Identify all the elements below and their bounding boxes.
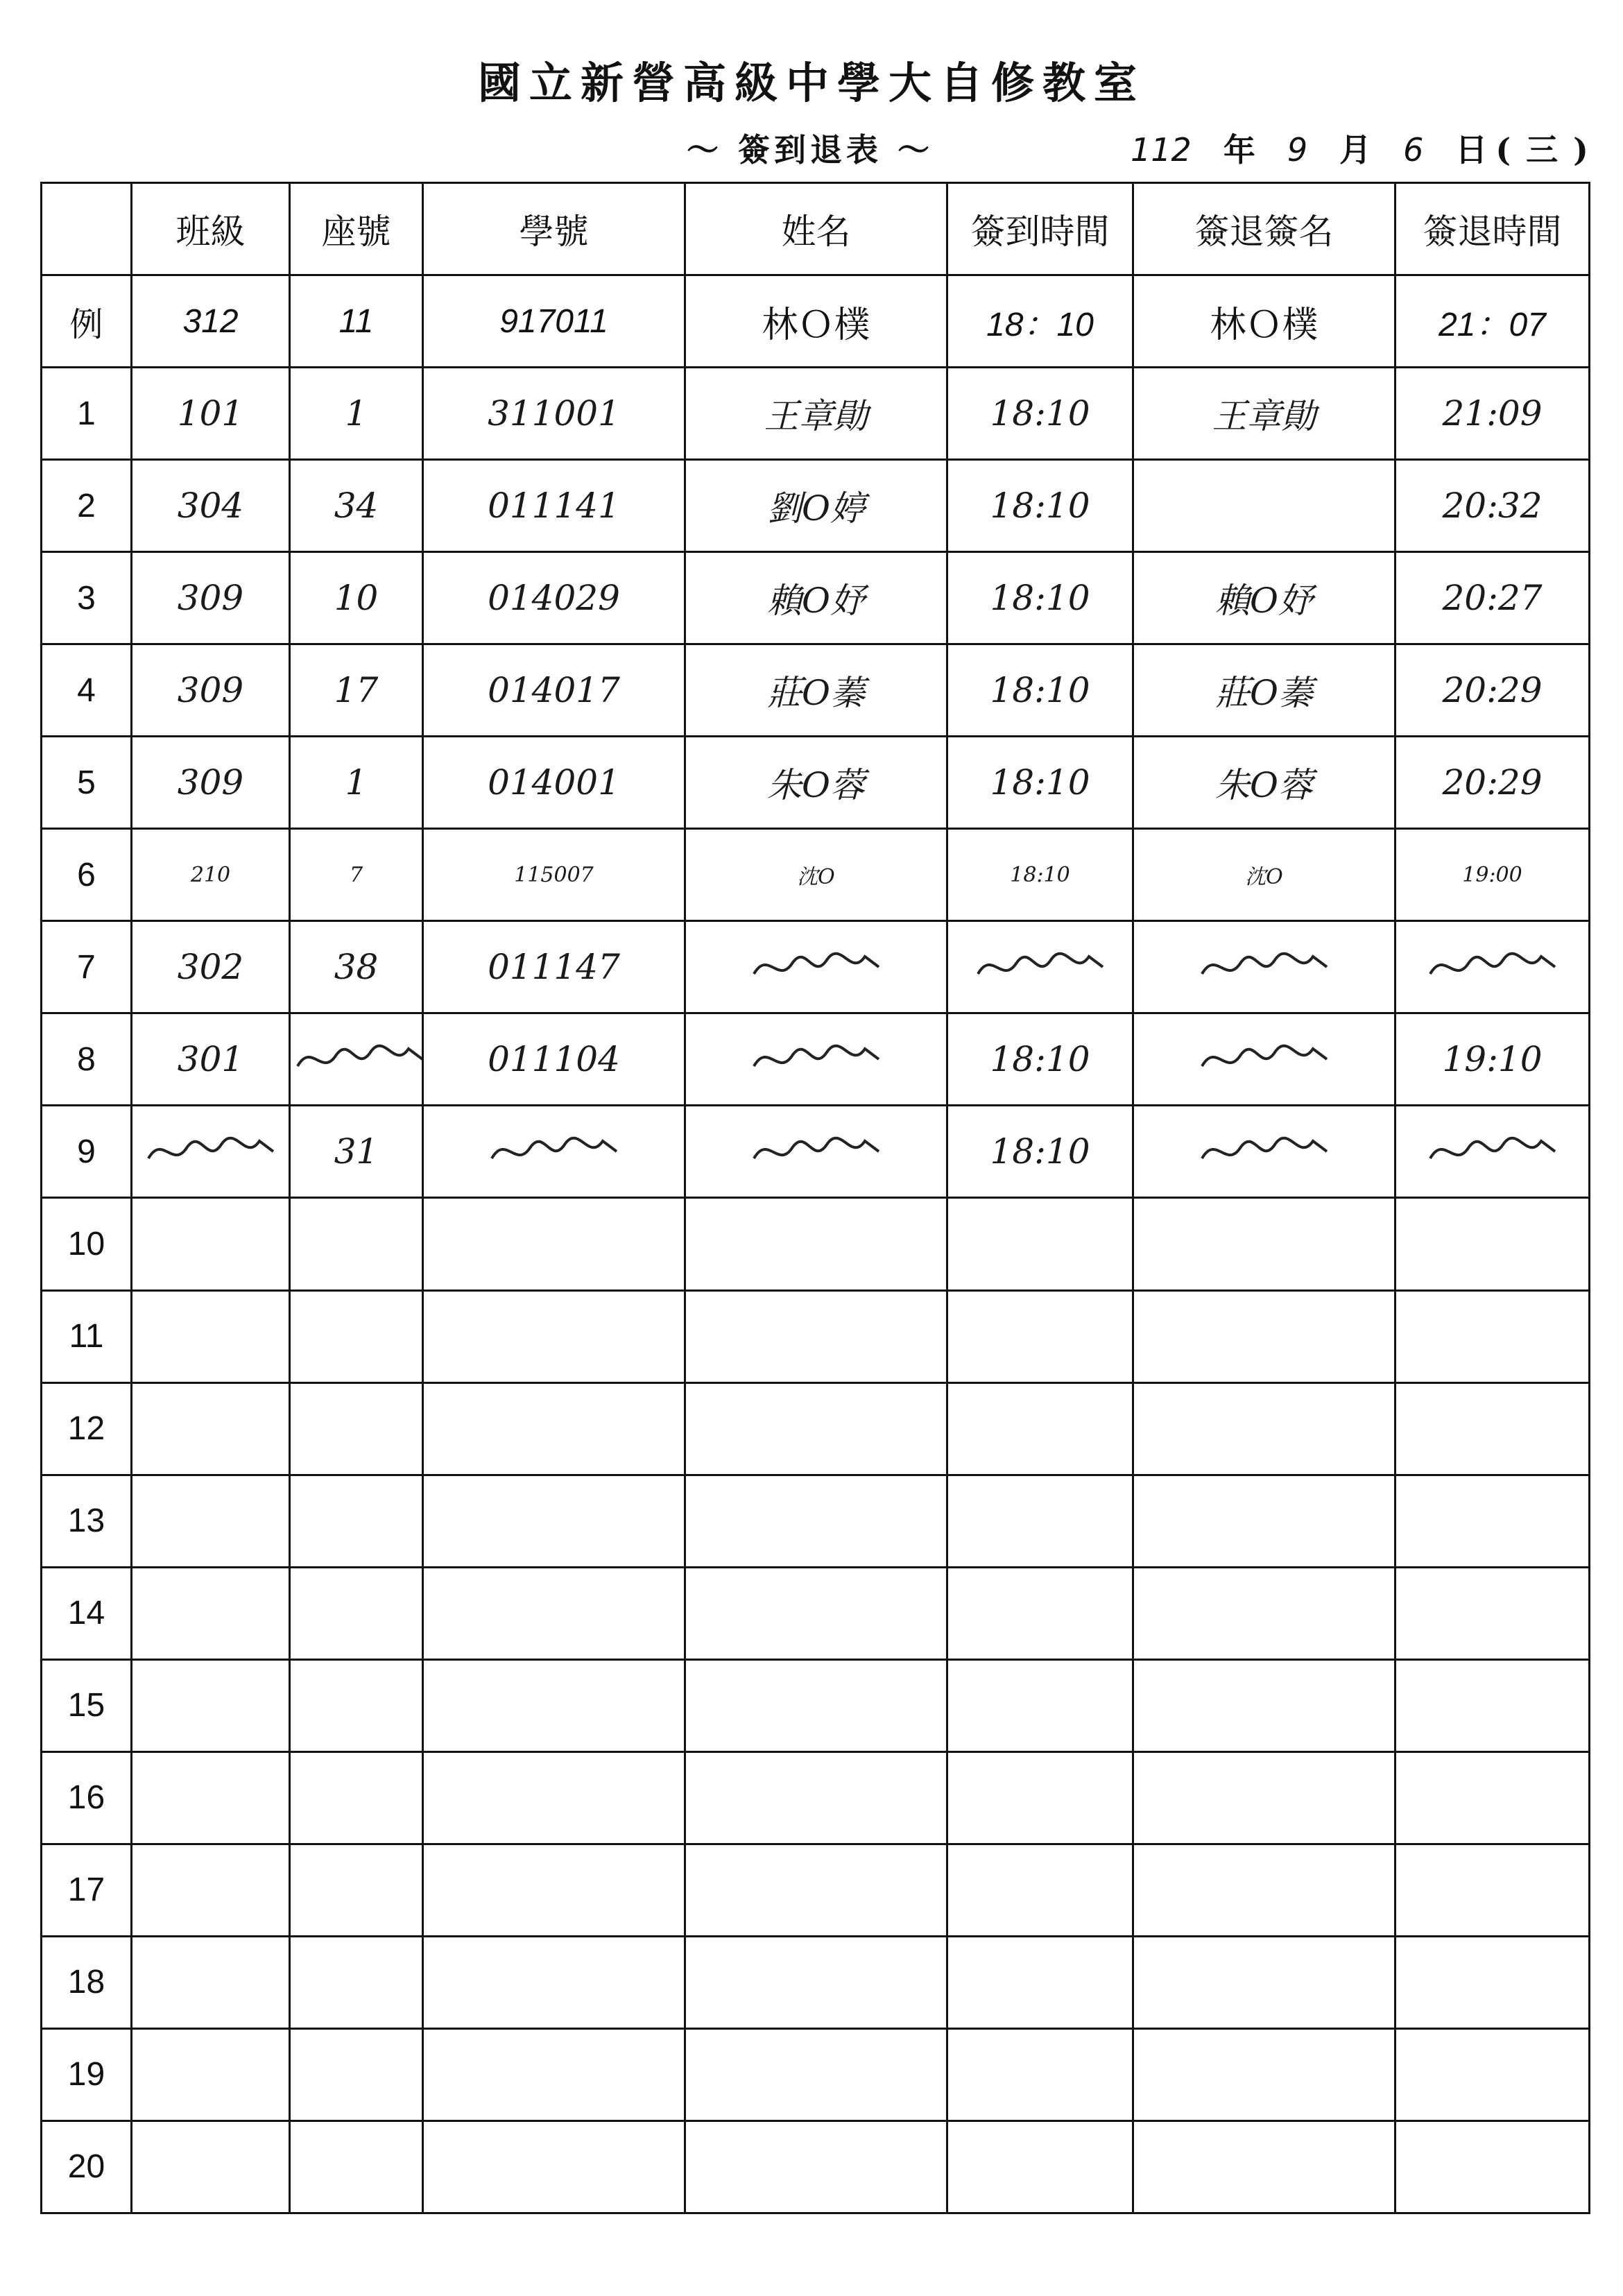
name-cell: 朱O蓉	[685, 737, 947, 829]
row-number: 9	[42, 1106, 132, 1198]
table-row	[42, 1198, 1590, 1290]
sign-out-time-cell: 21:09	[1396, 368, 1590, 460]
name-cell	[685, 1382, 947, 1475]
table-row	[42, 644, 1590, 737]
row-number: 18	[42, 1936, 132, 2028]
header-cell: 簽退時間	[1396, 183, 1590, 275]
signout-name-cell	[1133, 1290, 1396, 1382]
sign-out-time-cell	[1396, 2121, 1590, 2213]
sign-out-time-cell: 20:29	[1396, 644, 1590, 737]
sign-in-time-cell	[947, 1659, 1133, 1751]
table-row	[42, 1382, 1590, 1475]
sign-in-time-cell	[947, 2121, 1133, 2213]
name-cell: 王章勛	[685, 368, 947, 460]
signout-name-cell: 林Ｏ樸	[1133, 275, 1396, 368]
name-cell: 沈O	[685, 829, 947, 921]
sign-in-time-cell: 18:10	[947, 1106, 1133, 1198]
handwriting-scribble	[747, 943, 886, 991]
signout-name-cell: 朱O蓉	[1133, 737, 1396, 829]
seat-cell	[290, 2121, 423, 2213]
name-cell	[685, 1290, 947, 1382]
row-number: 17	[42, 1844, 132, 1936]
sign-out-time-cell: 20:27	[1396, 552, 1590, 644]
signout-name-cell	[1133, 1936, 1396, 2028]
date-day: 6	[1403, 131, 1424, 169]
header-cell: 班級	[132, 183, 290, 275]
header-row	[42, 183, 1590, 275]
row-number: 11	[42, 1290, 132, 1382]
name-cell	[685, 1106, 947, 1198]
name-cell	[685, 1475, 947, 1567]
handwriting-scribble	[1423, 943, 1562, 991]
seat-cell: 38	[290, 921, 423, 1013]
class-cell	[132, 1475, 290, 1567]
student-id-cell: 011104	[423, 1013, 685, 1106]
handwriting-scribble	[747, 1127, 886, 1176]
sign-in-time-cell	[947, 1290, 1133, 1382]
class-cell	[132, 2028, 290, 2121]
class-cell	[132, 1106, 290, 1198]
seat-cell: 7	[290, 829, 423, 921]
class-cell	[132, 1567, 290, 1659]
sign-in-time-cell: 18:10	[947, 368, 1133, 460]
class-cell: 312	[132, 275, 290, 368]
signout-name-cell	[1133, 1382, 1396, 1475]
class-cell: 301	[132, 1013, 290, 1106]
student-id-cell: 011147	[423, 921, 685, 1013]
signout-name-cell: 王章勛	[1133, 368, 1396, 460]
sign-in-time-cell	[947, 1936, 1133, 2028]
sign-out-time-cell: 20:29	[1396, 737, 1590, 829]
student-id-cell	[423, 1751, 685, 1844]
name-cell: 林Ｏ樸	[685, 275, 947, 368]
row-number: 14	[42, 1567, 132, 1659]
signout-name-cell	[1133, 1659, 1396, 1751]
date-month-label: 月	[1339, 131, 1372, 169]
table-row	[42, 1290, 1590, 1382]
name-cell	[685, 1013, 947, 1106]
table-row	[42, 2121, 1590, 2213]
row-number: 19	[42, 2028, 132, 2121]
class-cell: 309	[132, 644, 290, 737]
seat-cell	[290, 1290, 423, 1382]
row-number: 6	[42, 829, 132, 921]
row-label: 例	[42, 275, 132, 368]
sign-out-time-cell: 20:32	[1396, 460, 1590, 552]
class-cell: 101	[132, 368, 290, 460]
table-row	[42, 1475, 1590, 1567]
sign-out-time-cell	[1396, 2028, 1590, 2121]
student-id-cell	[423, 2121, 685, 2213]
table-row	[42, 1751, 1590, 1844]
table-row	[42, 460, 1590, 552]
sign-in-time-cell: 18:10	[947, 460, 1133, 552]
handwriting-scribble	[291, 1035, 423, 1083]
seat-cell	[290, 1567, 423, 1659]
class-cell: 302	[132, 921, 290, 1013]
header-cell: 簽到時間	[947, 183, 1133, 275]
name-cell: 莊O蓁	[685, 644, 947, 737]
table-row	[42, 1659, 1590, 1751]
seat-cell: 34	[290, 460, 423, 552]
student-id-cell	[423, 1844, 685, 1936]
seat-cell	[290, 1475, 423, 1567]
student-id-cell: 311001	[423, 368, 685, 460]
date-year: 112	[1131, 131, 1192, 169]
form-title: 國立新營高級中學大自修教室	[477, 58, 1145, 108]
handwriting-scribble	[485, 1127, 624, 1176]
form-subtitle: ～ 簽到退表 ～	[687, 131, 934, 169]
sign-out-time-cell	[1396, 1751, 1590, 1844]
row-number: 3	[42, 552, 132, 644]
row-number: 4	[42, 644, 132, 737]
student-id-cell	[423, 2028, 685, 2121]
student-id-cell: 014017	[423, 644, 685, 737]
handwriting-scribble	[1423, 1127, 1562, 1176]
student-id-cell	[423, 1567, 685, 1659]
name-cell	[685, 1751, 947, 1844]
sign-out-time-cell	[1396, 1106, 1590, 1198]
seat-cell	[290, 2028, 423, 2121]
handwriting-scribble	[1195, 1035, 1334, 1083]
seat-cell	[290, 1198, 423, 1290]
sign-in-time-cell	[947, 1382, 1133, 1475]
table-row	[42, 1936, 1590, 2028]
header-cell: 座號	[290, 183, 423, 275]
handwriting-scribble	[971, 943, 1110, 991]
name-cell	[685, 1936, 947, 2028]
row-number: 15	[42, 1659, 132, 1751]
sign-in-time-cell	[947, 921, 1133, 1013]
class-cell: 210	[132, 829, 290, 921]
sign-in-time-cell	[947, 1751, 1133, 1844]
name-cell: 賴O妤	[685, 552, 947, 644]
class-cell: 304	[132, 460, 290, 552]
student-id-cell: 014029	[423, 552, 685, 644]
sign-in-time-cell	[947, 1567, 1133, 1659]
signout-name-cell	[1133, 1751, 1396, 1844]
sign-out-time-cell	[1396, 1290, 1590, 1382]
handwriting-scribble	[141, 1127, 280, 1176]
header-cell: 學號	[423, 183, 685, 275]
class-cell	[132, 1290, 290, 1382]
sign-in-time-cell: 18：10	[947, 275, 1133, 368]
signout-name-cell	[1133, 2028, 1396, 2121]
sign-out-time-cell	[1396, 1475, 1590, 1567]
row-number: 5	[42, 737, 132, 829]
date-month: 9	[1287, 131, 1308, 169]
signout-name-cell	[1133, 1567, 1396, 1659]
student-id-cell	[423, 1659, 685, 1751]
name-cell	[685, 1198, 947, 1290]
signout-name-cell	[1133, 1013, 1396, 1106]
date-day-label: 日	[1455, 131, 1488, 169]
sign-in-time-cell	[947, 1475, 1133, 1567]
name-cell: 劉O婷	[685, 460, 947, 552]
table-row	[42, 1106, 1590, 1198]
row-number: 20	[42, 2121, 132, 2213]
seat-cell: 31	[290, 1106, 423, 1198]
student-id-cell	[423, 1106, 685, 1198]
student-id-cell: 115007	[423, 829, 685, 921]
signout-name-cell	[1133, 1198, 1396, 1290]
seat-cell	[290, 1844, 423, 1936]
row-number: 2	[42, 460, 132, 552]
name-cell	[685, 1567, 947, 1659]
sign-out-time-cell: 19:00	[1396, 829, 1590, 921]
seat-cell	[290, 1013, 423, 1106]
sign-in-time-cell: 18:10	[947, 737, 1133, 829]
student-id-cell: 011141	[423, 460, 685, 552]
row-number: 13	[42, 1475, 132, 1567]
row-number: 16	[42, 1751, 132, 1844]
student-id-cell	[423, 1382, 685, 1475]
class-cell	[132, 1751, 290, 1844]
sign-out-time-cell: 21：07	[1396, 275, 1590, 368]
table-row	[42, 1844, 1590, 1936]
class-cell: 309	[132, 552, 290, 644]
name-cell	[685, 1659, 947, 1751]
table-row	[42, 1013, 1590, 1106]
table-row	[42, 552, 1590, 644]
student-id-cell: 917011	[423, 275, 685, 368]
sign-in-time-cell: 18:10	[947, 1013, 1133, 1106]
table-row	[42, 2028, 1590, 2121]
sign-out-time-cell	[1396, 1382, 1590, 1475]
class-cell	[132, 1382, 290, 1475]
name-cell	[685, 921, 947, 1013]
student-id-cell	[423, 1936, 685, 2028]
row-number: 8	[42, 1013, 132, 1106]
signout-name-cell: 賴O妤	[1133, 552, 1396, 644]
seat-cell: 10	[290, 552, 423, 644]
seat-cell: 17	[290, 644, 423, 737]
sign-out-time-cell	[1396, 1198, 1590, 1290]
class-cell	[132, 1936, 290, 2028]
signout-name-cell	[1133, 460, 1396, 552]
sign-out-time-cell	[1396, 1936, 1590, 2028]
seat-cell	[290, 1936, 423, 2028]
seat-cell	[290, 1751, 423, 1844]
date-weekday: ( 三 )	[1495, 131, 1588, 169]
header-cell	[42, 183, 132, 275]
sign-out-time-cell: 19:10	[1396, 1013, 1590, 1106]
class-cell	[132, 1659, 290, 1751]
class-cell: 309	[132, 737, 290, 829]
name-cell	[685, 2121, 947, 2213]
class-cell	[132, 1844, 290, 1936]
student-id-cell: 014001	[423, 737, 685, 829]
signout-name-cell	[1133, 1844, 1396, 1936]
signout-name-cell	[1133, 921, 1396, 1013]
seat-cell: 1	[290, 737, 423, 829]
signout-name-cell	[1133, 2121, 1396, 2213]
class-cell	[132, 2121, 290, 2213]
sign-in-time-cell	[947, 2028, 1133, 2121]
student-id-cell	[423, 1198, 685, 1290]
name-cell	[685, 2028, 947, 2121]
table-row	[42, 829, 1590, 921]
seat-cell	[290, 1382, 423, 1475]
date-line	[1103, 125, 1592, 171]
table-row	[42, 1567, 1590, 1659]
table-row	[42, 368, 1590, 460]
sign-in-time-cell	[947, 1844, 1133, 1936]
sign-out-time-cell	[1396, 1567, 1590, 1659]
row-number: 10	[42, 1198, 132, 1290]
handwriting-scribble	[1195, 943, 1334, 991]
seat-cell: 11	[290, 275, 423, 368]
header-cell: 簽退簽名	[1133, 183, 1396, 275]
signout-name-cell: 沈O	[1133, 829, 1396, 921]
date-year-label: 年	[1223, 131, 1255, 169]
sign-out-time-cell	[1396, 1844, 1590, 1936]
signout-name-cell: 莊O蓁	[1133, 644, 1396, 737]
sign-in-time-cell: 18:10	[947, 644, 1133, 737]
seat-cell: 1	[290, 368, 423, 460]
sign-in-time-cell: 18:10	[947, 829, 1133, 921]
signout-name-cell	[1133, 1106, 1396, 1198]
example-row	[42, 275, 1590, 368]
row-number: 1	[42, 368, 132, 460]
student-id-cell	[423, 1475, 685, 1567]
handwriting-scribble	[747, 1035, 886, 1083]
signout-name-cell	[1133, 1475, 1396, 1567]
table-row	[42, 921, 1590, 1013]
class-cell	[132, 1198, 290, 1290]
sign-in-time-cell	[947, 1198, 1133, 1290]
handwriting-scribble	[1195, 1127, 1334, 1176]
name-cell	[685, 1844, 947, 1936]
table-row	[42, 737, 1590, 829]
seat-cell	[290, 1659, 423, 1751]
sign-in-table	[40, 182, 1590, 2214]
sign-out-time-cell	[1396, 1659, 1590, 1751]
sign-out-time-cell	[1396, 921, 1590, 1013]
row-number: 12	[42, 1382, 132, 1475]
sign-in-time-cell: 18:10	[947, 552, 1133, 644]
header-cell: 姓名	[685, 183, 947, 275]
student-id-cell	[423, 1290, 685, 1382]
row-number: 7	[42, 921, 132, 1013]
